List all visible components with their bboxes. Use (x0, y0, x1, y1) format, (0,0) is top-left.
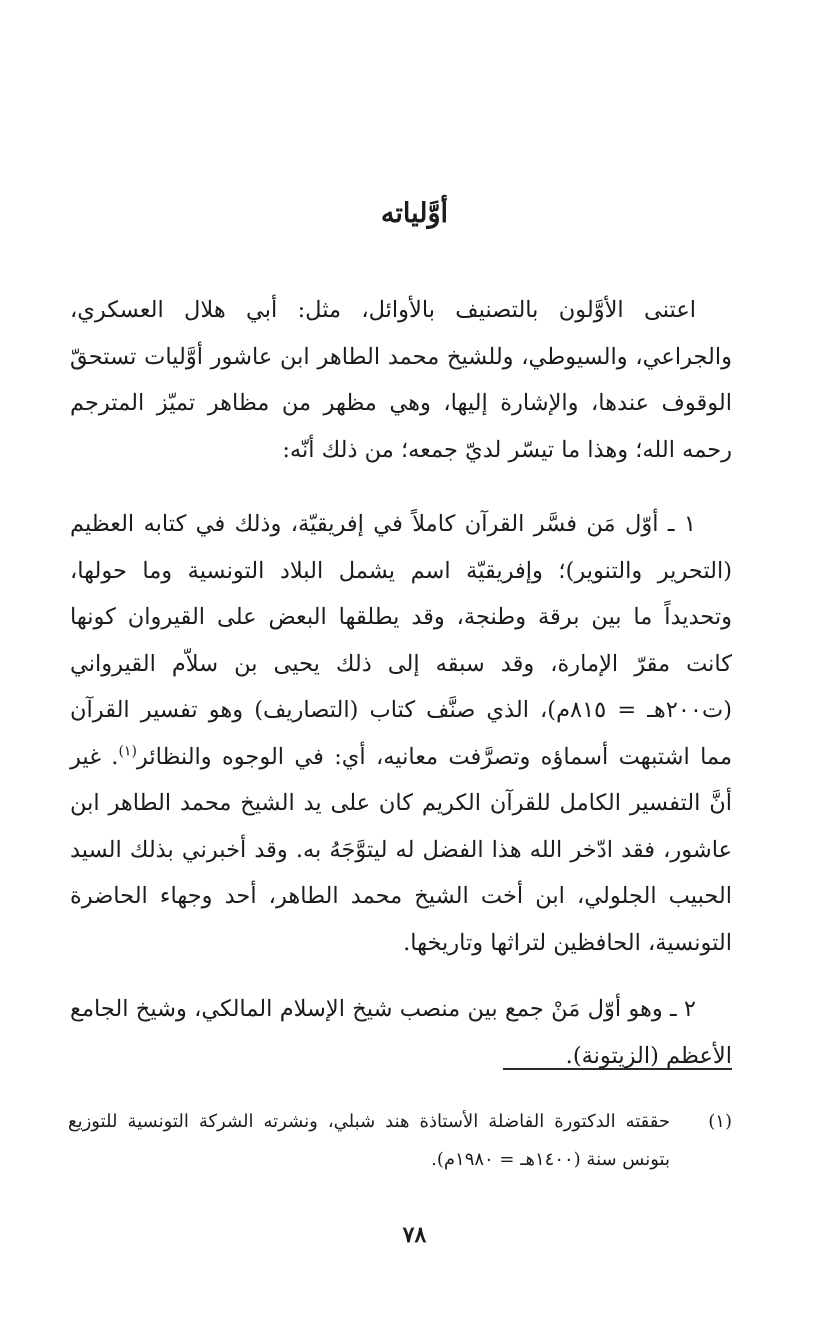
footnote-number: (١) (708, 1111, 732, 1132)
footnote-divider (503, 1068, 732, 1070)
item-1-paragraph (70, 501, 732, 966)
page-number: ٧٨ (402, 1222, 427, 1248)
footnote-reference[interactable]: (١) (118, 743, 137, 759)
item-1-text-part-1: ١ ـ أوّل مَن فسَّر القرآن كاملاً في إفريقيّة، وذلك في كتابه العظيم (التحرير والتنوير)؛ وإفريقيّة اسم يشمل البلاد التونسية وما حولها، وتحديداً ما بين برقة وطنجة، وقد يطلقها البعض على القيروان كونها كانت مقرّ الإمارة، وقد سبقه إلى ذلك يحيى بن سلاّم القيرواني (ت٢٠٠هـ = ٨١٥م)، الذي صنَّف كتاب (التصاريف) وهو تفسير القرآن مما اشتبهت أسماؤه وتصرَّفت معانيه، أي: في الوجوه والنظائر (70, 511, 732, 770)
footnote-text: حققته الدكتورة الفاضلة الأستاذة هند شبلي، ونشرته الشركة التونسية للتوزيع بتونس سنة (١٤٠٠هـ = ١٩٨٠م). (68, 1111, 670, 1170)
item-2-paragraph: ٢ ـ وهو أوّل مَنْ جمع بين منصب شيخ الإسلام المالكي، وشيخ الجامع الأعظم (الزيتونة). (70, 996, 732, 1069)
item-1-text-part-2: . غير أنَّ التفسير الكامل للقرآن الكريم كان على يد الشيخ محمد الطاهر ابن عاشور، فقد ادّخر الله هذا الفضل له ليتوَّجَهُ به. وقد أخبرني بذلك السيد الحبيب الجلولي، ابن أخت الشيخ محمد الطاهر، أحد وجهاء الحاضرة التونسية، الحافظين لتراثها وتاريخها. (70, 743, 732, 956)
footnote (68, 1103, 732, 1179)
main-text (70, 287, 732, 1079)
intro-paragraph: اعتنى الأوَّلون بالتصنيف بالأوائل، مثل: أبي هلال العسكري، والجراعي، والسيوطي، وللشيخ محمد الطاهر ابن عاشور أوَّليات تستحقّ الوقوف عندها، والإشارة إليها، وهي مظهر من مظاهر تميّز المترجم رحمه الله؛ وهذا ما تيسّر لديّ جمعه؛ من ذلك أنّه: (70, 297, 732, 463)
page-heading: أوَّلياته (380, 198, 449, 229)
